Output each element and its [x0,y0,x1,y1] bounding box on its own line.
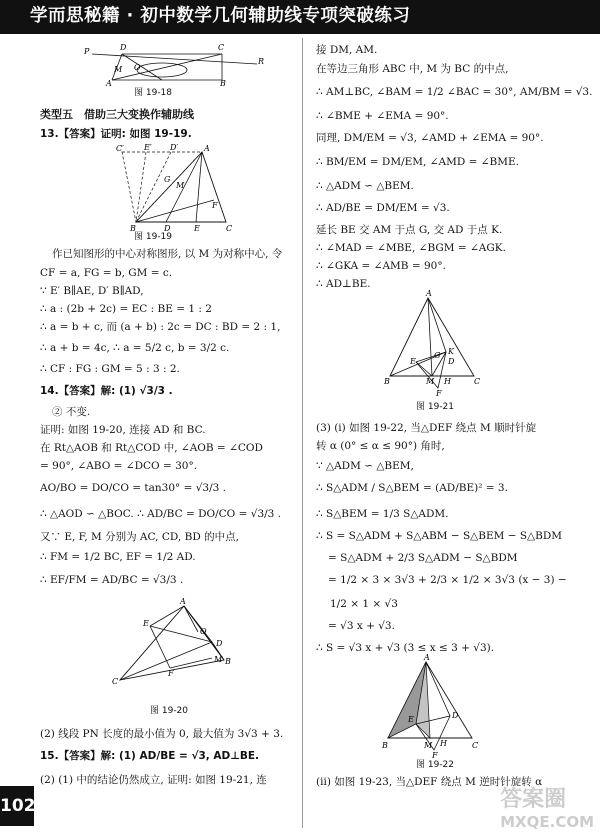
q15-line-1: (2) (1) 中的结论仍然成立, 证明: 如图 19-21, 连 [40,774,267,786]
q14-line-2: 证明: 如图 19-20, 连接 AD 和 BC. [40,424,206,436]
q13-line-6: ∴ a + b = 4c, ∴ a = 5/2 c, b = 3/2 c. [40,342,230,354]
svg-text:D: D [164,224,171,233]
figure-19-18-caption: 图 19-18 [134,88,173,98]
svg-text:K: K [448,347,454,356]
q14-line-5: AO/BO = DO/CO = tan30° = √3/3 . [40,482,226,494]
figure-19-21 [382,289,482,400]
svg-text:A: A [424,653,430,662]
svg-text:B: B [382,741,388,750]
q14-line-9: ∴ EF/FM = AD/BC = √3/3 . [40,574,184,586]
right-line-17: ∴ S△BEM = 1/3 S△ADM. [316,508,449,520]
svg-text:C: C [472,741,479,750]
svg-text:E: E [408,715,414,724]
svg-text:F: F [212,201,218,210]
svg-text:G: G [164,175,171,184]
q13-line-7: ∴ CF : FG : GM = 5 : 3 : 2. [40,363,180,375]
svg-text:O: O [134,63,141,72]
right-line-8: ∴ AD/BE = DM/EM = √3. [316,202,450,214]
q14-line-10: (2) 线段 PN 长度的最小值为 0, 最大值为 3√3 + 3. [40,728,284,740]
svg-text:A: A [180,597,186,606]
figure-19-22 [380,653,480,762]
right-line-14: 转 α (0° ≤ α ≤ 90°) 角时, [316,440,445,452]
right-line-2: 在等边三角形 ABC 中, M 为 BC 的中点, [316,63,509,75]
q13-line-4: ∴ a : (2b + 2c) = EC : BE = 1 : 2 [40,303,212,315]
column-divider [302,38,303,828]
right-line-7: ∴ △ADM ∽ △BEM. [316,180,414,192]
svg-text:O: O [200,627,207,636]
q14-line-1: ② 不变. [52,406,91,418]
page-header [0,0,600,34]
svg-text:E: E [143,619,149,628]
right-line-18: ∴ S = S△ADM + S△ABM − S△BEM − S△BDM [316,530,562,542]
right-line-22: = √3 x + √3. [328,620,395,632]
q14-line-7: 又∵ E, F, M 分别为 AC, CD, BD 的中点, [40,531,239,543]
q13-line-5: ∴ a = b + c, 而 (a + b) : 2c = DC : BD = 2 : 1, [40,321,281,333]
svg-text:A: A [426,289,432,298]
svg-text:D: D [120,43,127,52]
figure-19-20-caption: 图 19-20 [150,706,189,716]
svg-text:C: C [112,677,119,686]
right-line-3: ∴ AM⊥BC, ∠BAM = 1/2 ∠BAC = 30°, AM/BM = √3. [316,86,593,98]
svg-text:C: C [474,377,481,386]
svg-text:F: F [432,751,438,760]
svg-text:E: E [194,224,200,233]
svg-text:P: P [84,47,90,56]
right-line-23: ∴ S = √3 x + √3 (3 ≤ x ≤ 3 + √3). [316,642,495,654]
right-line-6: ∴ BM/EM = DM/EM, ∠AMD = ∠BME. [316,156,520,168]
q14-line-6: ∴ △AOD ∽ △BOC. ∴ AD/BC = DO/CO = √3/3 . [40,508,282,520]
svg-text:B: B [225,657,231,666]
svg-text:B: B [130,224,136,233]
section-title: 类型五 借助三大变换作辅助线 [40,108,194,121]
q14-heading: 14.【答案】解: (1) √3/3 . [40,385,173,397]
q13-heading: 13.【答案】证明: 如图 19-19. [40,128,192,140]
svg-text:D: D [216,639,223,648]
q14-line-4: = 90°, ∠ABO = ∠DCO = 30°. [40,460,198,472]
figure-19-18 [82,40,265,90]
figure-19-19-drawing [116,142,246,233]
svg-text:E′: E′ [144,143,152,152]
page-number: 102 [0,786,34,826]
svg-text:A: A [106,79,112,88]
svg-text:H: H [440,739,447,748]
watermark-line-2: MXQE.COM [500,813,594,832]
q14-line-8: ∴ FM = 1/2 BC, EF = 1/2 AD. [40,551,196,563]
svg-text:M: M [426,377,435,386]
right-line-11: ∴ ∠GKA = ∠AMB = 90°. [316,260,446,272]
right-line-20: = 1/2 × 3 × 3√3 + 2/3 × 1/2 × 3√3 (x − 3) − [328,574,567,586]
svg-text:B: B [384,377,390,386]
svg-text:A: A [204,144,210,153]
right-line-16: ∴ S△ADM / S△BEM = (AD/BE)² = 3. [316,482,508,494]
right-line-13: (3) (ⅰ) 如图 19-22, 当△DEF 绕点 M 顺时针旋 [316,422,537,434]
right-line-12: ∴ AD⊥BE. [316,278,371,290]
svg-text:E: E [410,357,416,366]
watermark-line-1: 答案圈 [500,786,567,812]
header-title: 学而思秘籍 · 初中数学几何辅助线专项突破练习 [30,6,411,26]
watermark [500,786,594,832]
q14-line-3: 在 Rt△AOB 和 Rt△COD 中, ∠AOB = ∠COD [40,442,263,454]
figure-19-21-drawing [382,289,482,398]
q15-heading: 15.【答案】解: (1) AD/BE = √3, AD⊥BE. [40,750,260,762]
svg-text:F: F [168,669,174,678]
svg-text:M: M [176,181,185,190]
right-line-15: ∵ △ADM ∽ △BEM, [316,460,414,472]
figure-19-20-drawing [110,597,250,686]
svg-text:H: H [444,377,451,386]
right-line-21: 1/2 × 1 × √3 [330,598,398,610]
figure-19-22-caption: 图 19-22 [416,760,455,770]
svg-text:R: R [258,57,265,66]
svg-text:C: C [218,43,225,52]
svg-text:C: C [226,224,233,233]
svg-text:D: D [448,357,455,366]
svg-text:C′: C′ [116,144,124,153]
svg-text:B: B [220,79,226,88]
svg-text:G: G [434,351,441,360]
figure-19-21-caption: 图 19-21 [416,402,455,412]
figure-19-19-caption: 图 19-19 [134,232,173,242]
svg-text:M: M [214,655,223,664]
right-line-19: = S△ADM + 2/3 S△ADM − S△BDM [328,552,518,564]
right-line-4: ∴ ∠BME + ∠EMA = 90°. [316,110,449,122]
svg-text:M: M [114,65,123,74]
right-line-1: 接 DM, AM. [316,44,378,56]
right-line-10: ∴ ∠MAD = ∠MBE, ∠BGM = ∠AGK. [316,242,506,254]
svg-text:D: D [452,711,459,720]
q13-line-2: CF = a, FG = b, GM = c. [40,267,173,279]
figure-19-18-drawing [82,40,265,88]
right-line-5: 同理, DM/EM = √3, ∠AMD + ∠EMA = 90°. [316,132,544,144]
figure-19-22-drawing [380,653,480,760]
figure-19-20 [110,597,250,688]
q13-line-1: 作已知图形的中心对称图形, 以 M 为对称中心, 令 [52,248,283,260]
figure-19-19 [116,142,246,233]
svg-text:F: F [436,389,442,398]
q13-line-3: ∵ E′ B∥AE, D′ B∥AD, [40,285,144,297]
right-line-24: (ⅱ) 如图 19-23, 当△DEF 绕点 M 逆时针旋转 α [316,776,543,788]
svg-text:D′: D′ [170,143,179,152]
right-line-9: 延长 BE 交 AM 于点 G, 交 AD 于点 K. [316,224,503,236]
svg-text:M: M [424,741,433,750]
